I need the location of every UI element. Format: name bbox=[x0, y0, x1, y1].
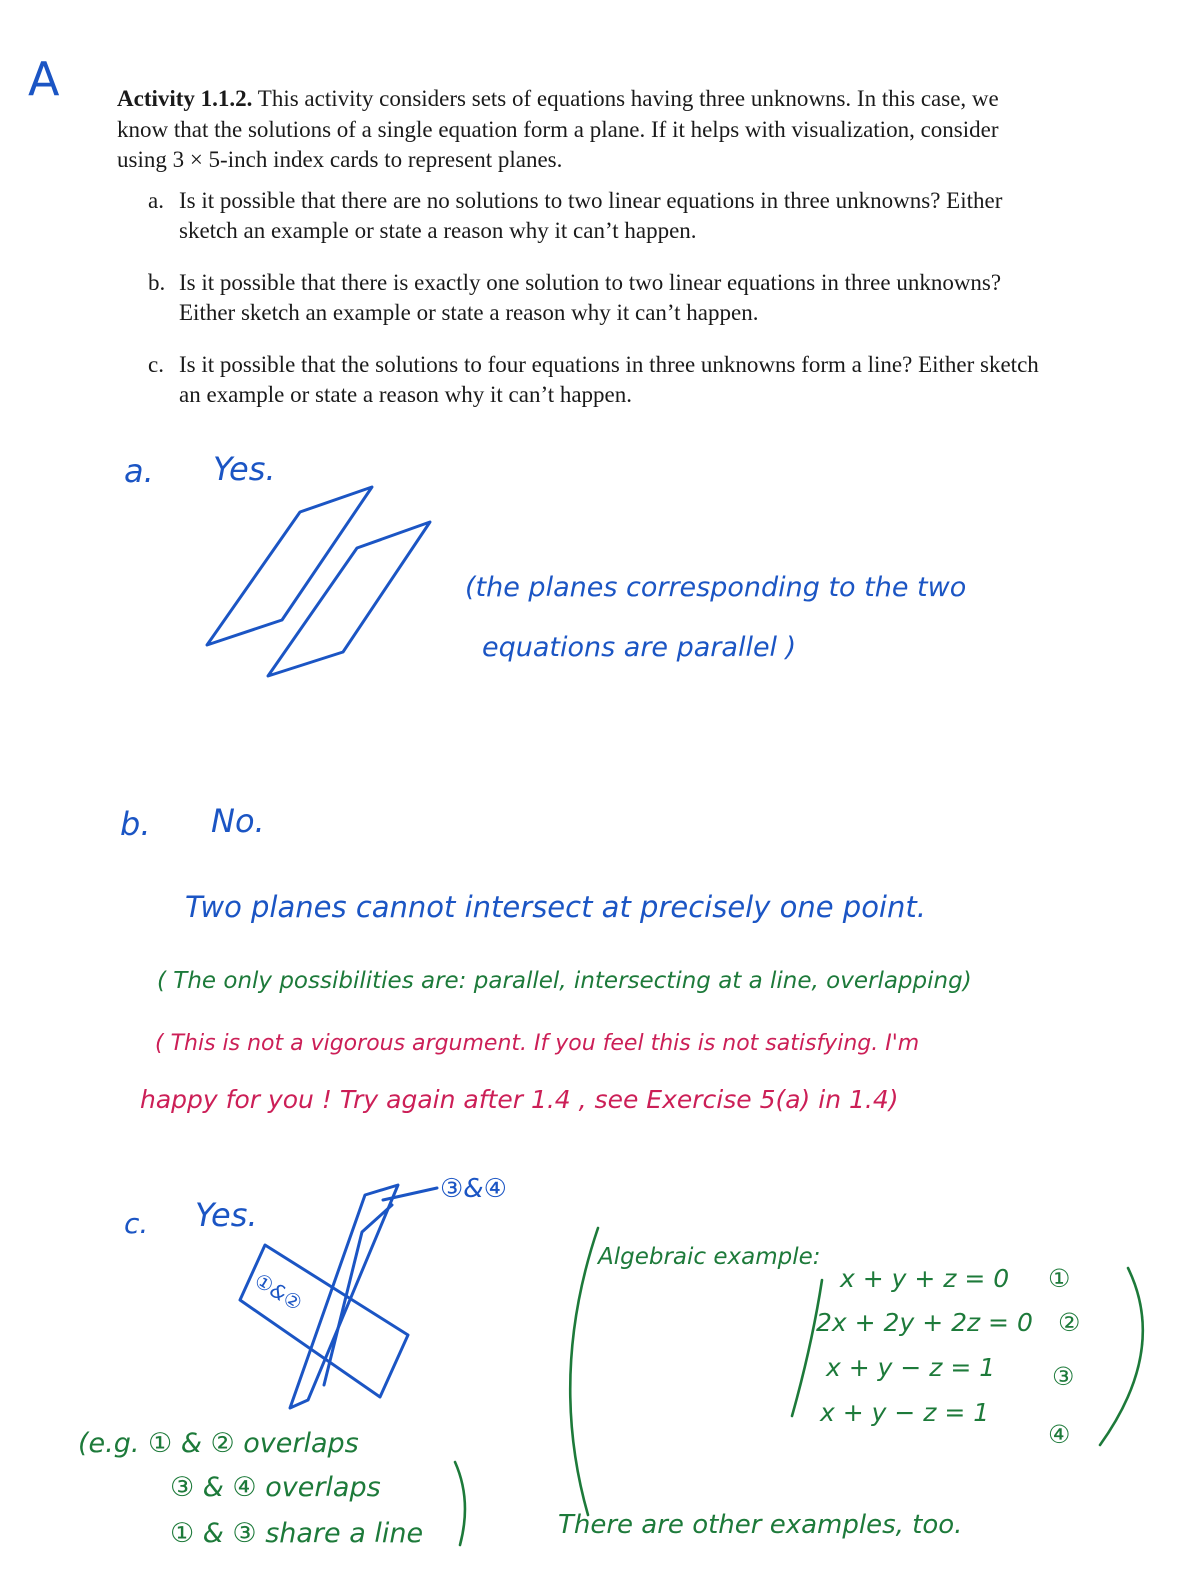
plane-sketch-1 bbox=[207, 487, 372, 645]
answer-b-aside-line1: ( This is not a vigorous argument. If you feel this is not satisfying. I'm bbox=[155, 1031, 920, 1056]
equation-2: 2x + 2y + 2z = 0 bbox=[816, 1308, 1033, 1337]
answer-a-mark: a. bbox=[124, 452, 154, 490]
answer-c-text: Yes. bbox=[195, 1196, 258, 1234]
equation-4: x + y − z = 1 bbox=[820, 1398, 990, 1427]
eg-line2: ③ & ④ overlaps bbox=[170, 1472, 381, 1503]
plane-sketch-2 bbox=[268, 522, 430, 676]
answer-a-text: Yes. bbox=[213, 450, 276, 488]
activity-item-b-text: Is it possible that there is exactly one solution to two linear equations in three unknowns? Either sketch an example or state a reason why it can’t happen. bbox=[179, 269, 1002, 325]
answer-b-possibilities: ( The only possibilities are: parallel, intersecting at a line, overlapping) bbox=[157, 968, 972, 994]
algebraic-close-paren bbox=[1100, 1268, 1143, 1445]
activity-item-c-text: Is it possible that the solutions to four equations in three unknowns form a line? Either sketch an example or state a reason why it can’t happen. bbox=[179, 351, 1039, 407]
corner-letter: A bbox=[28, 52, 60, 106]
answer-b-reason: Two planes cannot intersect at precisely one point. bbox=[185, 890, 926, 924]
closing-remark: There are other examples, too. bbox=[558, 1510, 963, 1540]
eg-closing-bracket bbox=[455, 1462, 465, 1545]
equation-3: x + y − z = 1 bbox=[826, 1353, 996, 1382]
eg-line3: ① & ③ share a line bbox=[170, 1518, 424, 1549]
equation-1-num: ① bbox=[1048, 1264, 1071, 1293]
activity-intro-text: This activity considers sets of equations having three unknowns. In this case, we know that the solutions of a single equation form a plane. If it helps with visualization, consider using 3 × 5-inch index cards to represent planes. bbox=[117, 86, 999, 172]
algebraic-open-paren bbox=[570, 1228, 598, 1515]
activity-item-a-mark: a. bbox=[148, 187, 164, 213]
activity-item-b-mark: b. bbox=[148, 269, 166, 295]
answer-a-note-line1: (the planes corresponding to the two bbox=[465, 572, 967, 603]
eg-line1: (e.g. ① & ② overlaps bbox=[78, 1428, 359, 1459]
equation-4-num: ④ bbox=[1048, 1420, 1071, 1449]
activity-item-a-text: Is it possible that there are no solutions to two linear equations in three unknowns? Either sketch an example or state a reason why it can’t happen. bbox=[179, 187, 1003, 243]
activity-item-c-mark: c. bbox=[148, 351, 164, 377]
answer-b-aside-line2: happy for you ! Try again after 1.4 , see Exercise 5(a) in 1.4) bbox=[140, 1085, 899, 1114]
inner-line-sketch bbox=[324, 1205, 392, 1385]
slanted-plane-sketch bbox=[290, 1185, 398, 1408]
system-brace bbox=[792, 1280, 822, 1416]
equation-1: x + y + z = 0 bbox=[840, 1264, 1010, 1293]
sketch-label-box: ①&② bbox=[250, 1268, 307, 1316]
answer-c-mark: c. bbox=[124, 1207, 149, 1240]
algebraic-label: Algebraic example: bbox=[598, 1244, 821, 1270]
answer-a-note-line2: equations are parallel ) bbox=[482, 632, 797, 663]
equation-2-num: ② bbox=[1058, 1308, 1081, 1337]
label-pointer-line bbox=[383, 1188, 437, 1200]
answer-b-mark: b. bbox=[120, 805, 151, 843]
activity-title: Activity 1.1.2. bbox=[117, 86, 253, 111]
sketch-label-top: ③&④ bbox=[440, 1174, 507, 1204]
equation-3-num: ③ bbox=[1052, 1362, 1075, 1391]
answer-b-text: No. bbox=[211, 802, 265, 840]
parallel-planes-sketch bbox=[207, 487, 430, 676]
box-plane-sketch bbox=[240, 1245, 408, 1397]
